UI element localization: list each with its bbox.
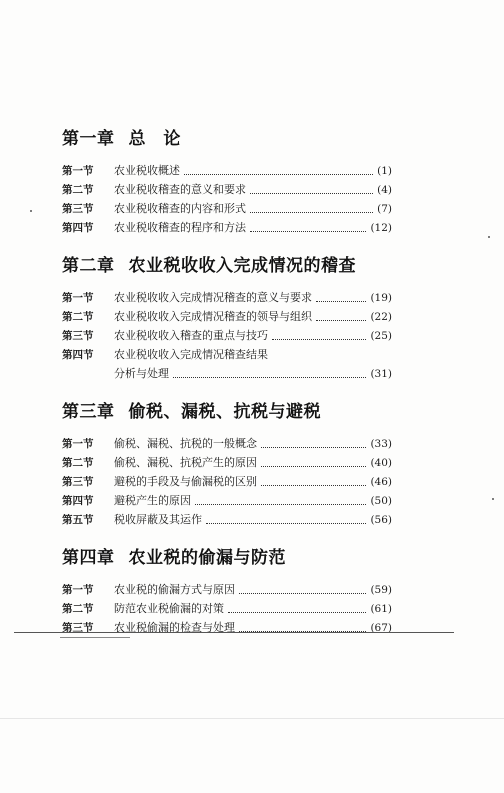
page-number: (56)	[370, 514, 392, 526]
section-number: 第四节	[62, 495, 94, 507]
section-title: 农业税收收入完成情况稽查结果	[114, 348, 268, 361]
dot-leader	[250, 224, 366, 232]
chapter-number: 第一章	[62, 129, 115, 149]
page-number: (67)	[370, 622, 392, 634]
table-of-contents	[62, 124, 392, 637]
section-title: 农业税的偷漏方式与原因	[114, 583, 235, 596]
page-number: (4)	[377, 184, 392, 196]
page-number: (31)	[370, 368, 392, 380]
section-number: 第二节	[62, 603, 94, 615]
section-number: 第一节	[62, 438, 94, 450]
section-number: 第四节	[62, 349, 94, 361]
chapter-number: 第四章	[62, 548, 115, 568]
section-title: 偷税、漏税、抗税产生的原因	[114, 456, 257, 469]
chapter-heading	[62, 124, 392, 149]
scan-speck	[30, 210, 32, 212]
dot-leader	[261, 478, 366, 486]
page-number: (59)	[370, 584, 392, 596]
section-title: 避税的手段及与偷漏税的区别	[114, 475, 257, 488]
page-number: (7)	[377, 203, 392, 215]
toc-entry[interactable]	[62, 618, 392, 637]
page-number: (33)	[370, 438, 392, 450]
section-number: 第三节	[62, 203, 94, 215]
section-number: 第三节	[62, 330, 94, 342]
chapter-heading	[62, 543, 392, 568]
section-title: 农业税收收入完成情况稽查的领导与组织	[114, 310, 312, 323]
toc-entry[interactable]	[62, 326, 392, 345]
section-title: 防范农业税偷漏的对策	[114, 602, 224, 615]
section-number: 第四节	[62, 222, 94, 234]
dot-leader	[316, 313, 366, 321]
dot-leader	[261, 440, 366, 448]
dot-leader	[316, 294, 366, 302]
spacer	[62, 383, 392, 397]
section-number: 第五节	[62, 514, 94, 526]
page-number: (46)	[370, 476, 392, 488]
page-number: (61)	[370, 603, 392, 615]
toc-entry[interactable]	[62, 307, 392, 326]
section-title: 分析与处理	[114, 367, 169, 380]
section-number: 第三节	[62, 622, 94, 634]
toc-entry[interactable]	[62, 580, 392, 599]
page-number: (25)	[370, 330, 392, 342]
toc-entry[interactable]	[62, 510, 392, 529]
page-number: (1)	[377, 165, 392, 177]
section-title: 农业税收稽查的程序和方法	[114, 221, 246, 234]
section-title: 农业税收收入稽查的重点与技巧	[114, 329, 268, 342]
toc-entry[interactable]	[62, 288, 392, 307]
dot-leader	[272, 332, 366, 340]
toc-entry[interactable]	[62, 434, 392, 453]
page-bottom-rule-segment	[60, 637, 130, 638]
toc-entry-continuation[interactable]	[62, 364, 392, 383]
section-title: 农业税收概述	[114, 164, 180, 177]
toc-entry[interactable]	[62, 472, 392, 491]
chapter-title: 农业税收收入完成情况的稽查	[128, 256, 356, 276]
dot-leader	[206, 516, 366, 524]
dot-leader	[261, 459, 366, 467]
dot-leader	[228, 605, 366, 613]
dot-leader	[173, 370, 366, 378]
section-number: 第二节	[62, 457, 94, 469]
chapter-number: 第三章	[62, 402, 115, 422]
chapter-number: 第二章	[62, 256, 115, 276]
section-number: 第三节	[62, 476, 94, 488]
scan-speck	[492, 498, 494, 500]
section-title: 避税产生的原因	[114, 494, 191, 507]
scan-speck	[488, 236, 490, 238]
section-title: 农业税收稽查的意义和要求	[114, 183, 246, 196]
section-number: 第一节	[62, 584, 94, 596]
spacer	[62, 237, 392, 251]
page-number: (12)	[370, 222, 392, 234]
toc-entry[interactable]	[62, 218, 392, 237]
chapter-title: 偷税、漏税、抗税与避税	[128, 402, 321, 422]
dot-leader	[250, 205, 373, 213]
chapter-heading	[62, 251, 392, 276]
toc-entry[interactable]	[62, 180, 392, 199]
page-number: (40)	[370, 457, 392, 469]
section-title: 偷税、漏税、抗税的一般概念	[114, 437, 257, 450]
page-number: (19)	[370, 292, 392, 304]
section-number: 第二节	[62, 311, 94, 323]
page-bottom-rule	[14, 632, 454, 633]
toc-entry[interactable]	[62, 599, 392, 618]
section-number: 第二节	[62, 184, 94, 196]
section-number: 第一节	[62, 165, 94, 177]
scan-edge-line	[0, 718, 504, 719]
toc-entry[interactable]	[62, 199, 392, 218]
chapter-title: 农业税的偷漏与防范	[128, 548, 286, 568]
section-title: 农业税收收入完成情况稽查的意义与要求	[114, 291, 312, 304]
dot-leader	[250, 186, 373, 194]
section-title: 税收屏蔽及其运作	[114, 513, 202, 526]
section-title: 农业税收稽查的内容和形式	[114, 202, 246, 215]
chapter-heading	[62, 397, 392, 422]
toc-entry[interactable]	[62, 345, 392, 364]
section-number: 第一节	[62, 292, 94, 304]
dot-leader	[195, 497, 366, 505]
chapter-title: 总 论	[128, 129, 187, 149]
section-title: 农业税偷漏的检查与处理	[114, 621, 235, 634]
toc-entry[interactable]	[62, 453, 392, 472]
toc-entry[interactable]	[62, 491, 392, 510]
dot-leader	[239, 586, 366, 594]
page-number: (22)	[370, 311, 392, 323]
page-number: (50)	[370, 495, 392, 507]
spacer	[62, 529, 392, 543]
dot-leader	[239, 624, 366, 632]
dot-leader	[184, 167, 373, 175]
toc-entry[interactable]	[62, 161, 392, 180]
